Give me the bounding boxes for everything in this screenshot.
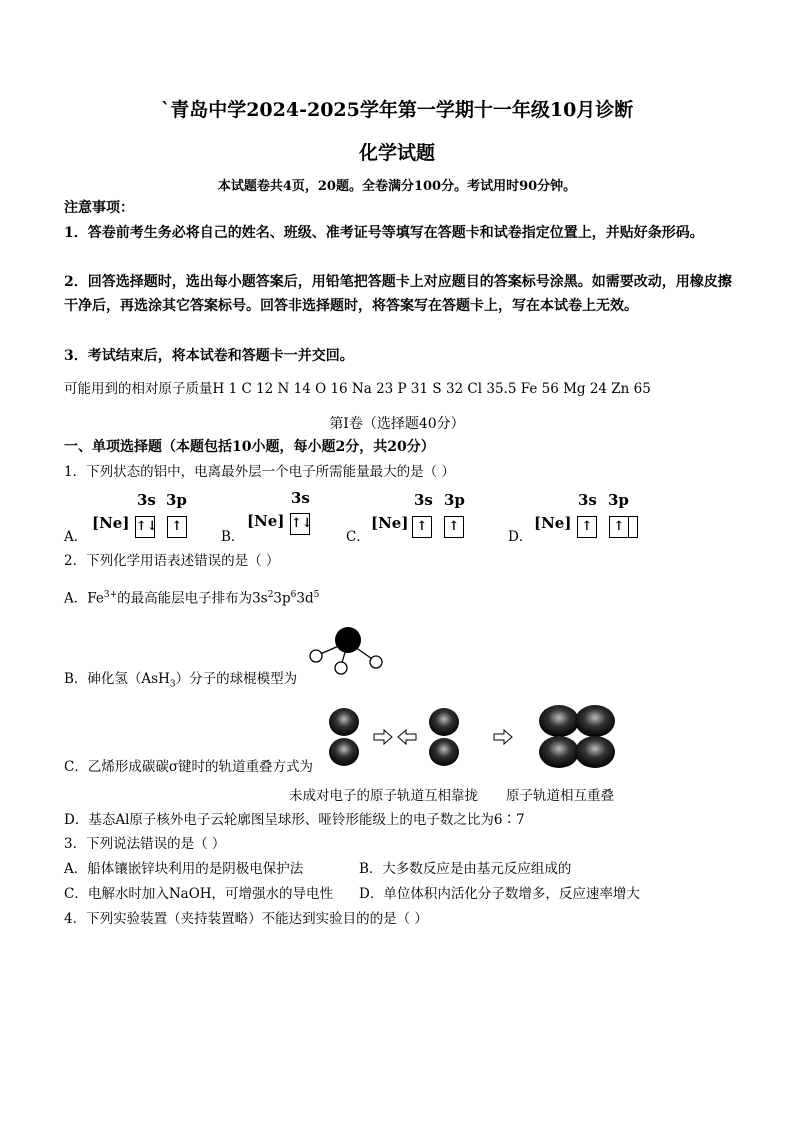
q1-d-3s-label: 3s bbox=[578, 491, 597, 509]
q1-d-3p-label: 3p bbox=[608, 491, 629, 509]
q1-d-3p-orbital-1: ↑ bbox=[609, 516, 629, 538]
q1-b-3s-label: 3s bbox=[291, 489, 310, 507]
q3-option-b: B．大多数反应是由基元反应组成的 bbox=[359, 861, 572, 877]
exam-title: `青岛中学2024-2025学年第一学期十一年级10月诊断 bbox=[160, 99, 634, 121]
part-heading: 一、单项选择题（本题包括10小题，每小题2分，共20分） bbox=[64, 439, 435, 455]
q2-b-subscript: 3 bbox=[169, 679, 176, 690]
atomic-masses: 可能用到的相对原子质量H 1 C 12 N 14 O 16 Na 23 P 31 S 32 Cl 35.5 Fe 56 Mg 24 Zn 65 bbox=[64, 381, 651, 397]
q1-c-3s-label: 3s bbox=[414, 491, 433, 509]
q2-c-caption-2: 原子轨道相互重叠 bbox=[506, 788, 614, 804]
q1-option-c-label: C． bbox=[346, 529, 370, 545]
q1-a-3s-orbital: ↑↓ bbox=[135, 516, 155, 538]
q1-stem: 1．下列状态的铝中，电离最外层一个电子所需能量最大的是（ ） bbox=[64, 464, 455, 480]
notice-item-2: 2．回答选择题时，选出每小题答案后，用铅笔把答题卡上对应题目的答案标号涂黑。如需要改动，用橡皮擦干净后，再选涂其它答案标号。回答非选择题时，将答案写在答题卡上，写在本试卷上无效。 bbox=[64, 274, 732, 314]
q2-option-b bbox=[64, 668, 297, 696]
q1-b-3s-orbital: ↑↓ bbox=[290, 513, 310, 535]
q3-option-d: D．单位体积内活化分子数增多，反应速率增大 bbox=[359, 886, 640, 902]
orbital-overlap-figure bbox=[322, 702, 622, 780]
q2-option-c: C．乙烯形成碳碳σ键时的轨道重叠方式为 bbox=[64, 759, 314, 775]
notice-heading: 注意事项： bbox=[64, 200, 134, 216]
q1-a-3p-label: 3p bbox=[166, 491, 187, 509]
q2-b-text: ）分子的球棍模型为 bbox=[175, 671, 298, 687]
q1-c-3p-orbital: ↑ bbox=[444, 516, 464, 538]
q1-option-b-label: B． bbox=[221, 529, 245, 545]
volume-heading: 第Ⅰ卷（选择题40分） bbox=[329, 416, 465, 432]
q2-stem: 2．下列化学用语表述错误的是（ ） bbox=[64, 553, 280, 569]
q1-a-3s-label: 3s bbox=[137, 491, 156, 509]
q2-a-d-orbital: 3d bbox=[296, 590, 314, 607]
q1-c-3p-label: 3p bbox=[444, 491, 465, 509]
q1-option-a-label: A． bbox=[64, 529, 88, 545]
notice-item-1: 1．答卷前考生务必将自己的姓名、班级、准考证号等填写在答题卡和试卷指定位置上，并贴好条形码。 bbox=[64, 225, 704, 241]
q3-stem: 3．下列说法错误的是（ ） bbox=[64, 836, 226, 852]
q1-a-3p-orbital: ↑ bbox=[167, 516, 187, 538]
q3-option-a: A．船体镶嵌锌块利用的是阴极电保护法 bbox=[64, 861, 304, 877]
q1-a-ne-core: [Ne] bbox=[92, 514, 130, 532]
q1-d-3s-orbital: ↑ bbox=[577, 516, 597, 538]
q1-b-ne-core: [Ne] bbox=[247, 512, 285, 530]
q2-a-charge: 3+ bbox=[103, 590, 118, 600]
q2-a-text: 的最高能层电子排布为3s bbox=[117, 590, 268, 607]
q2-a-s-electrons: 2 bbox=[267, 590, 274, 600]
q1-d-3p-orbital-2 bbox=[628, 516, 638, 538]
q4-stem: 4．下列实验装置（夹持装置略）不能达到实验目的的是（ ） bbox=[64, 911, 428, 927]
exam-info: 本试题卷共4页，20题。全卷满分100分。考试用时90分钟。 bbox=[217, 179, 577, 194]
q2-a-p-orbital: 3p bbox=[273, 590, 291, 607]
q2-a-p-electrons: 6 bbox=[290, 590, 297, 600]
q1-c-3s-orbital: ↑ bbox=[412, 516, 432, 538]
q2-option-d: D．基态Al原子核外电子云轮廓图呈球形、哑铃形能级上的电子数之比为6∶7 bbox=[64, 812, 525, 828]
q1-c-ne-core: [Ne] bbox=[371, 514, 409, 532]
q3-option-c: C．电解水时加入NaOH，可增强水的导电性 bbox=[64, 886, 334, 902]
q1-option-d-label: D． bbox=[508, 529, 533, 545]
q2-b-prefix: B．砷化氢（AsH bbox=[64, 671, 170, 687]
notice-item-3: 3．考试结束后，将本试卷和答题卡一并交回。 bbox=[64, 348, 354, 364]
q2-a-prefix: A．Fe bbox=[64, 590, 104, 607]
q2-c-caption-1: 未成对电子的原子轨道互相靠拢 bbox=[289, 788, 478, 804]
ash3-ball-stick-model bbox=[304, 622, 388, 680]
q2-option-a bbox=[64, 584, 319, 610]
q2-a-d-electrons: 5 bbox=[313, 590, 320, 600]
q1-d-ne-core: [Ne] bbox=[534, 514, 572, 532]
subject-title: 化学试题 bbox=[358, 142, 435, 164]
